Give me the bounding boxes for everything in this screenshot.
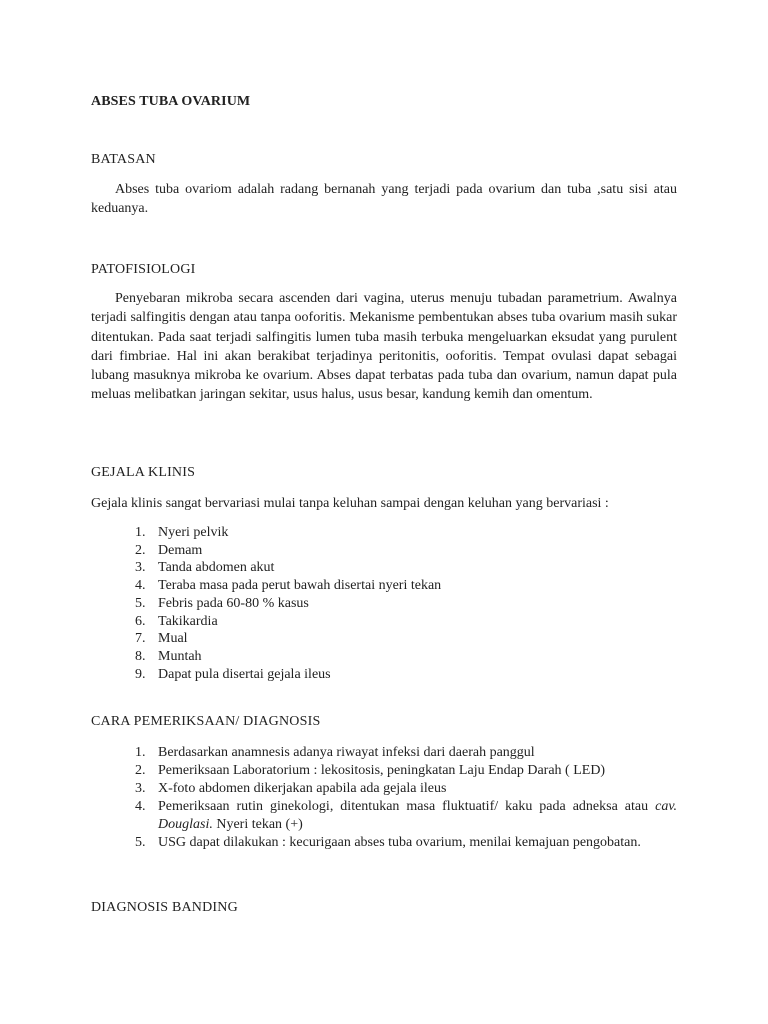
- list-item-text-after: Nyeri tekan (+): [212, 817, 303, 832]
- list-item: 1. Nyeri pelvik: [135, 525, 229, 540]
- list-item: 2. Pemeriksaan Laboratorium : lekositosis, peningkatan Laju Endap Darah ( LED): [135, 763, 606, 778]
- list-item: 2. Demam: [135, 542, 203, 558]
- list-item: 5. Febris pada 60-80 % kasus: [135, 595, 309, 611]
- list-item: 4. Pemeriksaan rutin ginekologi, ditentukan masa fluktuatif/ kaku pada adneksa atau cav. Douglasi. Nyeri tekan (+): [135, 799, 677, 832]
- list-item: 3. Tanda abdomen akut: [135, 560, 275, 576]
- list-item: 8. Muntah: [135, 648, 202, 664]
- list-item: 9. Dapat pula disertai gejala ileus: [135, 666, 331, 682]
- paragraph-patofisiologi: Penyebaran mikroba secara ascenden dari vagina, uterus menuju tubadan parametrium. Awalnya terjadi salfingitis dengan atau tanpa ooforitis. Mekanisme pembentukan abses tuba ovarium masih sukar ditentukan. Pada saat terjadi salfingitis lumen tuba masih terbuka mengeluarkan eksudat yang purulent dari fimbriae. Hal ini akan berakibat terjadinya peritonitis, ooforitis. Tempat ovulasi dapat sebagai lubang masuknya mikroba ke ovarium. Abses dapat terbatas pada tuba dan ovarium, namun dapat pula meluas melibatkan jaringan sekitar, usus halus, usus besar, kandung kemih dan omentum.: [91, 291, 677, 403]
- gejala-intro: Gejala klinis sangat bervariasi mulai tanpa keluhan sampai dengan keluhan yang bervariasi :: [91, 496, 609, 511]
- list-item: 4. Teraba masa pada perut bawah disertai nyeri tekan: [135, 578, 442, 594]
- list-item: 1. Berdasarkan anamnesis adanya riwayat infeksi dari daerah panggul: [135, 745, 535, 760]
- heading-gejala-klinis: GEJALA KLINIS: [91, 465, 196, 480]
- list-item: 3. X-foto abdomen dikerjakan apabila ada gejala ileus: [135, 781, 447, 796]
- paragraph-batasan: Abses tuba ovariom adalah radang bernanah yang terjadi pada ovarium dan tuba ,satu sisi atau keduanya.: [91, 182, 677, 217]
- diagnosis-list: [135, 744, 677, 852]
- heading-patofisiologi: PATOFISIOLOGI: [91, 262, 196, 277]
- list-item-text: Pemeriksaan rutin ginekologi, ditentukan masa fluktuatif/ kaku pada adneksa atau: [158, 799, 649, 814]
- gejala-list: [135, 524, 677, 683]
- heading-batasan: BATASAN: [91, 152, 156, 167]
- italic-term: cav. Douglasi.: [158, 799, 677, 832]
- heading-diagnosis-banding: DIAGNOSIS BANDING: [91, 900, 238, 915]
- list-item: 6. Takikardia: [135, 613, 218, 629]
- heading-diagnosis: CARA PEMERIKSAAN/ DIAGNOSIS: [91, 714, 321, 729]
- list-item: 7. Mual: [135, 631, 188, 647]
- document-title: ABSES TUBA OVARIUM: [91, 94, 251, 109]
- list-item: 5. USG dapat dilakukan : kecurigaan abses tuba ovarium, menilai kemajuan pengobatan.: [135, 835, 641, 850]
